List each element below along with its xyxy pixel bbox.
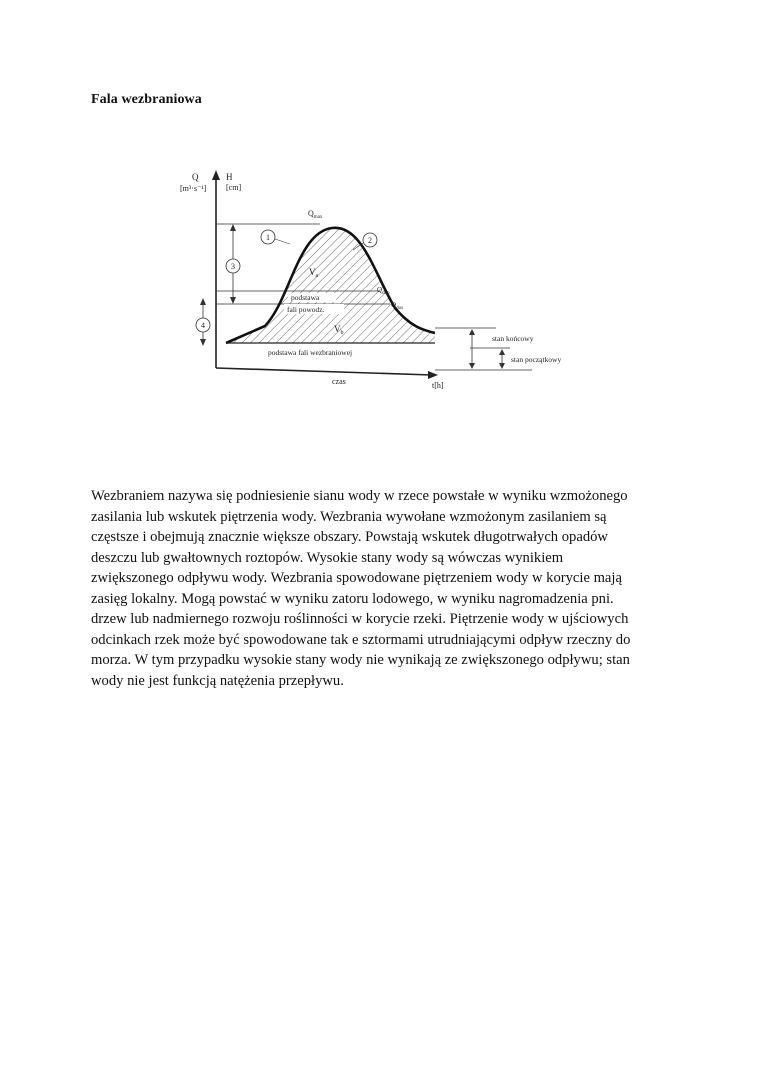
marker-1 <box>261 230 290 244</box>
arrow-3-down <box>230 297 236 304</box>
hatched-area <box>226 228 435 343</box>
svg-text:3: 3 <box>231 262 235 271</box>
arrow-3-up <box>230 224 236 231</box>
svg-text:4: 4 <box>201 321 205 330</box>
q-dop-label: $Q_{dop}$ <box>377 286 390 296</box>
paragraph-line: zasięg lokalny. Mogą powstać w wyniku zatoru lodowego, w wyniku nagromadzenia pni. <box>91 590 614 607</box>
paragraph-line: deszczu lub gwałtownych roztopów. Wysokie stany wody są wówczas wynikiem <box>91 549 564 566</box>
marker-3 <box>226 259 240 273</box>
time-unit-label: t[h] <box>432 381 444 390</box>
vb-label: $V_b$ <box>334 324 344 336</box>
svg-text:1: 1 <box>266 233 270 242</box>
base-flood-label-2: fali powodz. <box>287 305 325 314</box>
page-title: Fala wezbraniowa <box>91 92 202 107</box>
axis-h-unit: [cm] <box>226 183 242 192</box>
base-flood-label-1: podstawa <box>291 293 320 302</box>
flood-wave-diagram <box>170 160 600 400</box>
q-dos-label: $Q_{dos}$ <box>391 301 404 311</box>
va-label: $V_a$ <box>309 267 319 279</box>
paragraph-line: zasilania lub wskutek piętrzenia wody. Wezbrania wywołane wzmożonym zasilaniem są <box>91 508 607 525</box>
paragraph-line: częstsze i obejmują znacznie większe obszary. Powstają wskutek długotrwałych opadów <box>91 529 608 545</box>
paragraph-line: Wezbraniem nazywa się podniesienie sianu wody w rzece powstałe w wyniku wzmożonego <box>91 488 628 504</box>
x-axis-arrow <box>428 371 438 379</box>
paragraph-line: morza. W tym przypadku wysokie stany wody nie wynikają ze zwiększonego odpływu; stan <box>91 652 630 668</box>
arrow-up-2 <box>499 349 505 355</box>
paragraph-line: drzew lub nadmiernego rozwoju roślinności w korycie rzeki. Piętrzenie wody w ujściowych <box>91 611 629 627</box>
axis-q-label: Q <box>192 172 199 182</box>
axis-h-label: H <box>226 172 233 182</box>
initial-state-label: stan początkowy <box>511 355 562 364</box>
body-paragraph <box>91 486 681 691</box>
peak-label: $Q_{max}$ <box>308 209 323 220</box>
arrow-down <box>469 363 475 369</box>
x-axis <box>216 368 432 375</box>
paragraph-line: wody nie jest funkcją natężenia przepływu. <box>91 672 344 689</box>
base-wave-label: podstawa fali wezbraniowej <box>268 348 353 357</box>
paragraph-line: zwiększonego odpływu wody. Wezbrania spowodowane piętrzeniem wody w korycie mają <box>91 570 622 586</box>
x-axis-label: czas <box>332 377 346 386</box>
svg-text:2: 2 <box>368 236 372 245</box>
final-state-label: stan końcowy <box>492 334 534 343</box>
y-axis-arrow <box>212 170 220 180</box>
arrow-up <box>469 329 475 335</box>
arrow-down-2 <box>499 363 505 369</box>
arrow-4-up <box>200 298 206 305</box>
marker-4 <box>196 318 210 332</box>
paragraph-line: odcinkach rzek może być spowodowane tak e sztormami utrudniającymi odpływ rzeczny do <box>91 631 631 648</box>
axis-q-unit: [m³·s⁻¹] <box>180 184 207 193</box>
arrow-4-down <box>200 339 206 346</box>
